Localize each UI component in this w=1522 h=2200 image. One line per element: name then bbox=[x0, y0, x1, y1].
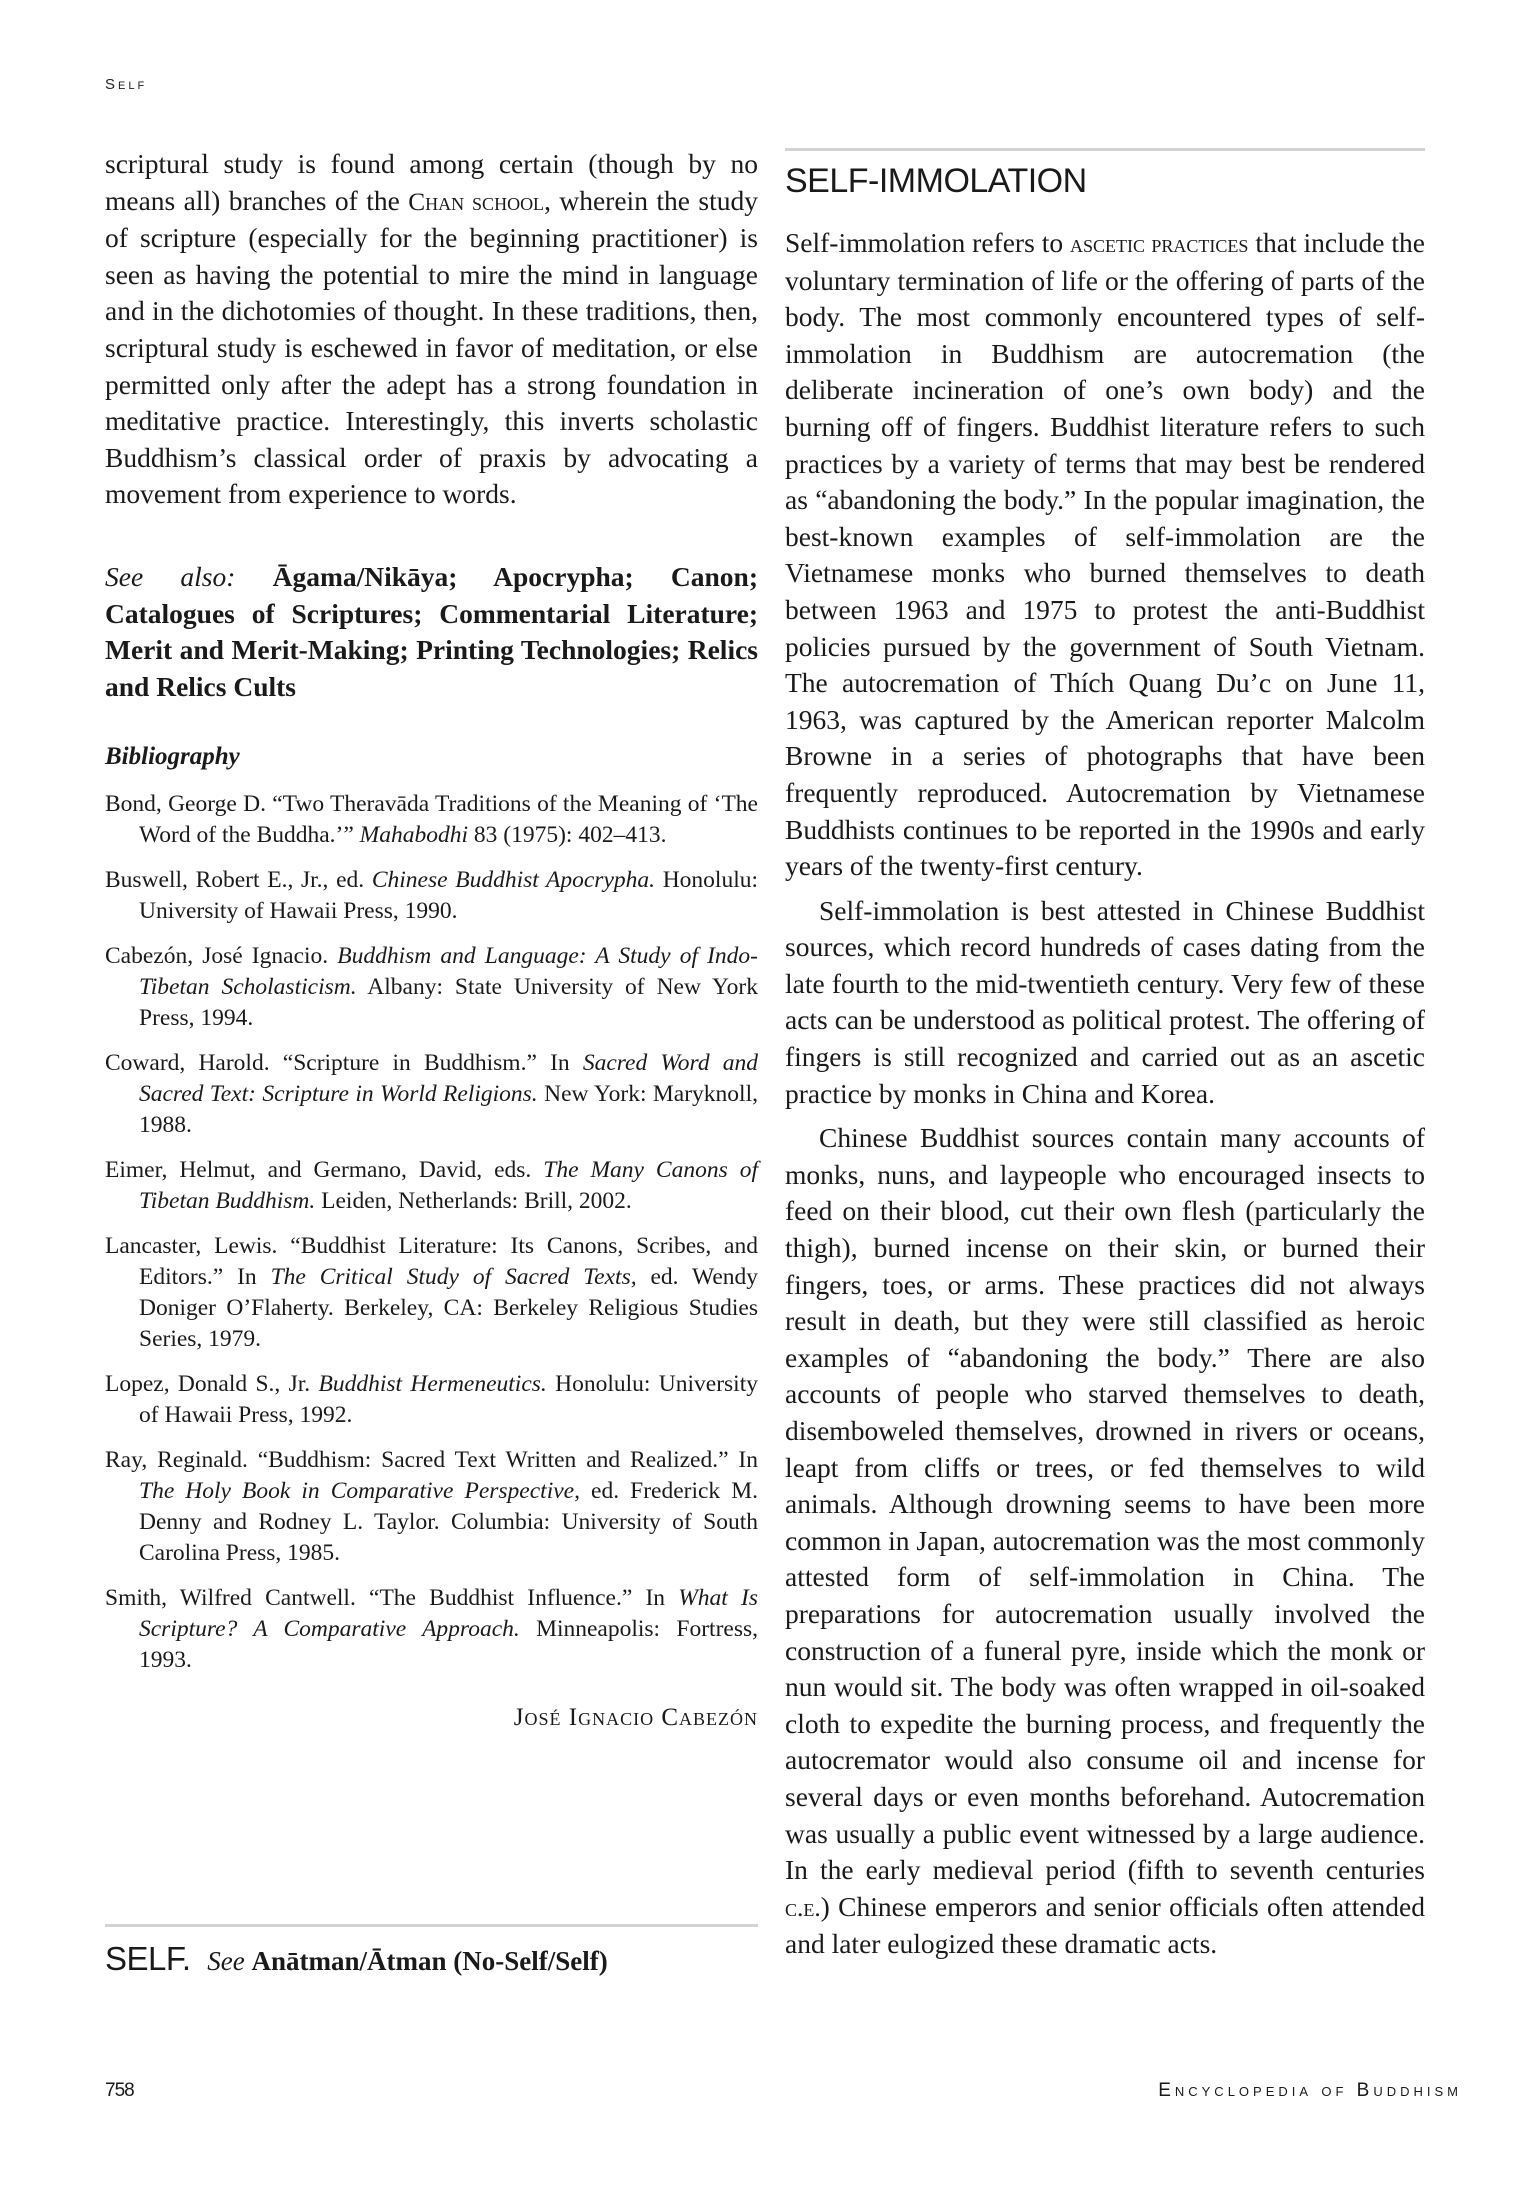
bibliography-entry: Smith, Wilfred Cantwell. “The Buddhist Influence.” In What Is Scripture? A Comparative Approach. Minneapolis: Fortress, 1993. bbox=[105, 1585, 758, 1674]
bibliography-entry: Bond, George D. “Two Theravāda Traditions of the Meaning of ‘The Word of the Buddha.’” Mahabodhi 83 (1975): 402–413. bbox=[105, 791, 758, 849]
see-label: See bbox=[207, 1946, 245, 1976]
entry-divider bbox=[105, 1924, 758, 1927]
entry-heading: SELF-IMMOLATION bbox=[785, 162, 1087, 200]
author-signature: José Ignacio Cabezón bbox=[513, 1704, 758, 1732]
entry-body bbox=[785, 225, 1425, 1963]
bibliography-entry: Lopez, Donald S., Jr. Buddhist Hermeneutics. Honolulu: University of Hawaii Press, 1992. bbox=[105, 1371, 758, 1429]
bibliography-entry: Ray, Reginald. “Buddhism: Sacred Text Written and Realized.” In The Holy Book in Comparative Perspective, ed. Frederick M. Denny and Rodney L. Taylor. Columbia: University of South Carolina Press, 1985. bbox=[105, 1447, 758, 1567]
continuation-paragraph bbox=[105, 146, 758, 513]
running-head: Self bbox=[105, 76, 148, 93]
page-number: 758 bbox=[105, 2080, 134, 2101]
crossref-anatman[interactable]: Anātman/Ātman (No-Self/Self) bbox=[251, 1946, 608, 1976]
bibliography-entry: Eimer, Helmut, and Germano, David, eds. The Many Canons of Tibetan Buddhism. Leiden, Netherlands: Brill, 2002. bbox=[105, 1157, 758, 1215]
bibliography-entry: Coward, Harold. “Scripture in Buddhism.” In Sacred Word and Sacred Text: Scripture in World Religions. New York: Maryknoll, 1988. bbox=[105, 1050, 759, 1139]
paragraph: Chinese Buddhist sources contain many accounts of monks, nuns, and laypeople who encouraged insects to feed on their blood, cut their own flesh (particularly the thigh), burned incense on their skin, or burned their fingers, toes, or arms. These practices did not always result in death, but they were still classified as heroic examples of “abandoning the body.” There are also accounts of people who starved themselves to death, disemboweled themselves, drowned in rivers or oceans, leapt from cliffs or trees, or fed themselves to wild animals. Although drowning seems to have been more common in Japan, autocremation was the most commonly attested form of self-immolation in China. The preparations for autocremation usually involved the construction of a funeral pyre, inside which the monk or nun would sit. The body was often wrapped in oil-soaked cloth to expedite the burning process, and frequently the autocremator would also consume oil and incense for several days or even months beforehand. Autocremation was usually a public event witnessed by a large audience. In the early medieval period (fifth to seventh centuries c.e.) Chinese emperors and senior officials often attended and later eulogized these dramatic acts. bbox=[785, 1122, 1426, 1960]
entry-divider bbox=[785, 148, 1425, 151]
bibliography-heading: Bibliography bbox=[105, 743, 240, 771]
bibliography-entry: Cabezón, José Ignacio. Buddhism and Language: A Study of Indo-Tibetan Scholasticism. Albany: State University of New York Press, 1994. bbox=[105, 943, 758, 1032]
self-entry bbox=[105, 1924, 758, 1981]
crossref-chan-school[interactable]: Chan school bbox=[408, 187, 545, 216]
paragraph-text: , wherein the study of scripture (especially for the beginning practitioner) is seen as having the potential to mire the mind in language and in the dichotomies of thought. In these traditions, then, scriptural study is eschewed in favor of meditation, or else permitted only after the adept has a strong foundation in meditative practice. Interestingly, this inverts scholastic Buddhism’s classical order of praxis by advocating a movement from experience to words. bbox=[105, 184, 758, 510]
right-column bbox=[785, 148, 1425, 1963]
see-also-refs[interactable]: Āgama/Nikāya; Apocrypha; Canon; Catalogues of Scriptures; Commentarial Literature; Merit and Merit-Making; Printing Technologies; Relics and Relics Cults bbox=[105, 560, 758, 702]
see-also bbox=[105, 559, 758, 705]
book-title: Encyclopedia of Buddhism bbox=[1158, 2080, 1462, 2101]
crossref-ascetic-practices[interactable]: ascetic practices bbox=[1070, 230, 1249, 258]
paragraph: Self-immolation refers to ascetic practices that include the voluntary termination of life or the offering of parts of the body. The most commonly encountered types of self-immolation in Buddhism are autocremation (the deliberate incineration of one’s own body) and the burning off of fingers. Buddhist literature refers to such practices by a variety of terms that may best be rendered as “abandoning the body.” In the popular imagination, the best-known examples of self-immolation are the Vietnamese monks who burned themselves to death between 1963 and 1975 to protest the anti-Buddhist policies pursued by the government of South Vietnam. The autocremation of Thích Quang Du’c on June 11, 1963, was captured by the American reporter Malcolm Browne in a series of photographs that have been frequently reproduced. Autocremation by Vietnamese Buddhists continues to be reported in the 1990s and early years of the twenty-first century. bbox=[785, 227, 1425, 882]
self-crossref-line bbox=[105, 1939, 758, 1981]
entry-headword: SELF. bbox=[105, 1940, 191, 1977]
paragraph: Self-immolation is best attested in Chinese Buddhist sources, which record hundreds of cases dating from the late fourth to the mid-twentieth century. Very few of these acts can be understood as political protest. The offering of fingers is still recognized and carried out as an ascetic practice by monks in China and Korea. bbox=[785, 894, 1425, 1109]
bibliography-list bbox=[105, 789, 758, 1676]
see-also-label: See also: bbox=[105, 560, 236, 592]
paragraph-text: scriptural study is found among certain (though by no means all) branches of the bbox=[105, 148, 758, 216]
bibliography-entry: Buswell, Robert E., Jr., ed. Chinese Buddhist Apocrypha. Honolulu: University of Hawaii Press, 1990. bbox=[105, 867, 758, 925]
left-column bbox=[105, 146, 758, 1732]
bibliography-entry: Lancaster, Lewis. “Buddhist Literature: Its Canons, Scribes, and Editors.” In The Critical Study of Sacred Texts, ed. Wendy Doniger O’Flaherty. Berkeley, CA: Berkeley Religious Studies Series, 1979. bbox=[105, 1233, 759, 1353]
era-abbrev: c.e. bbox=[785, 1893, 821, 1922]
